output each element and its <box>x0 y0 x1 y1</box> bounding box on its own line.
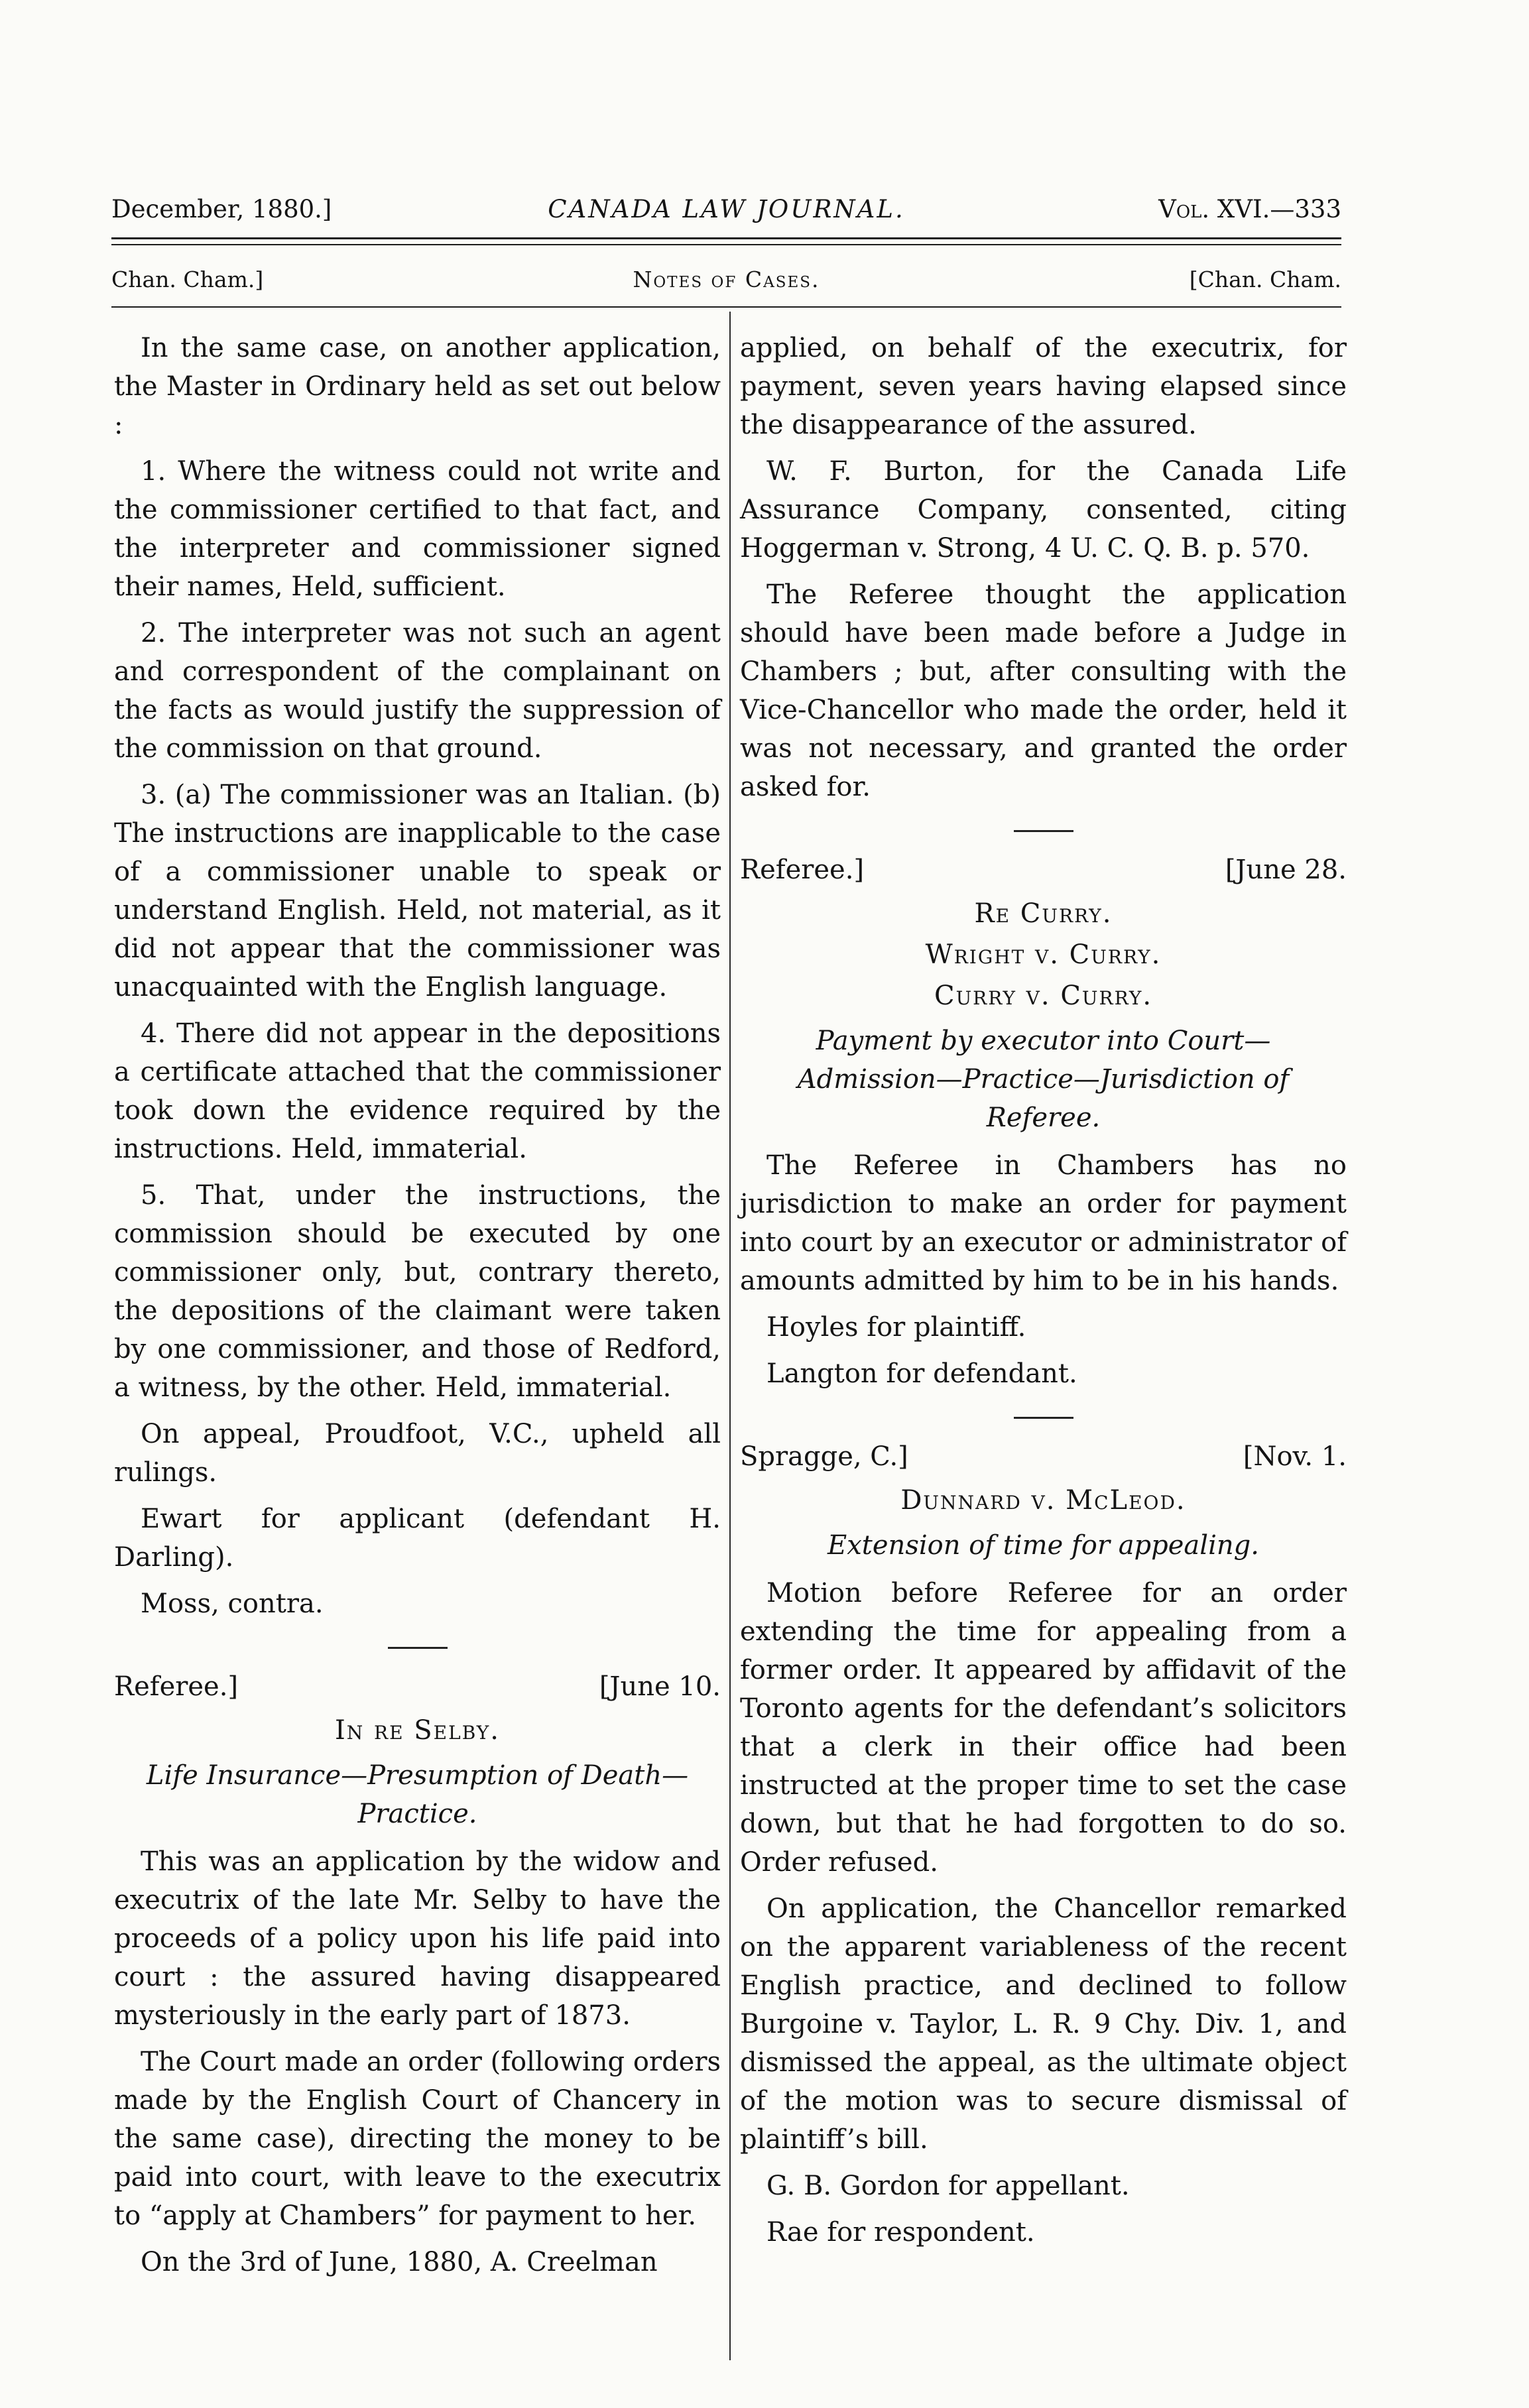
case-headnote: Extension of time for appealing. <box>827 1530 1259 1561</box>
continued-paragraph: applied, on behalf of the executrix, for payment, seven years having elapsed since the disappearance of the assured. <box>740 333 1347 440</box>
case-court: Referee.] <box>740 855 865 885</box>
counsel-line: G. B. Gordon for appellant. <box>766 2171 1130 2201</box>
appeal-paragraph: On appeal, Proudfoot, V.C., upheld all rulings. <box>114 1419 721 1488</box>
case-paragraph: On the 3rd of June, 1880, A. Creelman <box>141 2247 658 2277</box>
case-paragraph: The Court made an order (following orders made by the English Court of Chancery in the same case), directing the money to be paid into court, with leave to the executrix to “apply at Chambers” for payment to her. <box>114 2047 721 2231</box>
case-date: [June 10. <box>599 1671 721 1702</box>
ruling-3: 3. (a) The commissioner was an Italian. (b) The instructions are inapplicable to the case of a commissioner unable to speak or understand English. Held, not material, as it did not appear that the commissioner was unacquainted with the English language. <box>114 780 721 1002</box>
counsel-line: Langton for defendant. <box>766 1358 1077 1389</box>
case-title: In re Selby. <box>335 1715 500 1746</box>
case-title: Re Curry. <box>974 898 1113 929</box>
right-column <box>740 329 1347 2259</box>
case-title: Curry v. Curry. <box>934 981 1153 1011</box>
left-column <box>114 329 721 2289</box>
ruling-4: 4. There did not appear in the depositions a certificate attached that the commissioner took down the evidence required by the instructions. Held, immaterial. <box>114 1018 721 1164</box>
counsel-line: Hoyles for plaintiff. <box>766 1312 1026 1343</box>
court-right: [Chan. Cham. <box>1189 267 1341 292</box>
case-title: Wright v. Curry. <box>925 939 1162 970</box>
case-headnote: Life Insurance—Presumption of Death—Practice. <box>146 1760 689 1829</box>
case-header <box>740 1437 1347 1476</box>
case-separator <box>1014 830 1073 832</box>
case-headnote: Payment by executor into Court—Admission—Practice—Jurisdiction of Referee. <box>797 1026 1290 1133</box>
issue-date: December, 1880.] <box>111 195 332 223</box>
case-paragraph: The Referee in Chambers has no jurisdiction to make an order for payment into court by an executor or administrator of amounts admitted by him to be in his hands. <box>740 1150 1347 1296</box>
case-paragraph: W. F. Burton, for the Canada Life Assurance Company, consented, citing Hoggerman v. Strong, 4 U. C. Q. B. p. 570. <box>740 456 1347 564</box>
intro-paragraph: In the same case, on another application, the Master in Ordinary held as set out below : <box>114 333 721 440</box>
case-title: Dunnard v. McLeod. <box>900 1485 1186 1516</box>
volume-page: Vol. XVI.—333 <box>1158 195 1341 223</box>
case-date: [Nov. 1. <box>1243 1441 1347 1472</box>
journal-title: CANADA LAW JOURNAL. <box>548 195 905 223</box>
case-court: Spragge, C.] <box>740 1441 908 1472</box>
case-header <box>114 1667 721 1706</box>
case-date: [June 28. <box>1225 855 1347 885</box>
case-court: Referee.] <box>114 1671 239 1702</box>
section-rule <box>111 306 1341 308</box>
counsel-line: Moss, contra. <box>141 1589 324 1619</box>
case-paragraph: Motion before Referee for an order extending the time for appealing from a former order. It appeared by affidavit of the Toronto agents for the defendant’s solicitors that a clerk in their office had been instructed at the proper time to set the case down, but that he had forgotten to do so. Order refused. <box>740 1578 1347 1878</box>
header-rule-top <box>111 237 1341 239</box>
counsel-line: Ewart for applicant (defendant H. Darling). <box>114 1504 721 1573</box>
ruling-1: 1. Where the witness could not write and the commissioner certified to that fact, and the interpreter and commissioner signed their names, Held, sufficient. <box>114 456 721 602</box>
case-separator <box>1014 1417 1073 1419</box>
case-header <box>740 851 1347 889</box>
section-title: Notes of Cases. <box>633 267 820 292</box>
case-paragraph: The Referee thought the application should have been made before a Judge in Chambers ; but, after consulting with the Vice-Chancellor who made the order, held it was not necessary, and granted the order asked for. <box>740 579 1347 802</box>
case-paragraph: On application, the Chancellor remarked on the apparent variableness of the recent English practice, and declined to follow Burgoine v. Taylor, L. R. 9 Chy. Div. 1, and dismissed the appeal, as the ultimate object of the motion was to secure dismissal of plaintiff’s bill. <box>740 1894 1347 2155</box>
ruling-5: 5. That, under the instructions, the commission should be executed by one commissioner only, but, contrary thereto, the depositions of the claimant were taken by one commissioner, and those of Redford, a witness, by the other. Held, immaterial. <box>114 1180 721 1403</box>
case-separator <box>388 1647 448 1649</box>
case-paragraph: This was an application by the widow and executrix of the late Mr. Selby to have the proceeds of a policy upon his life paid into court : the assured having disappeared mysteriously in the early part of 1873. <box>114 1846 721 2031</box>
counsel-line: Rae for respondent. <box>766 2217 1035 2248</box>
header-rule-bottom <box>111 244 1341 245</box>
ruling-2: 2. The interpreter was not such an agent and correspondent of the complainant on the facts as would justify the suppression of the commission on that ground. <box>114 618 721 764</box>
court-left: Chan. Cham.] <box>111 267 264 292</box>
column-divider <box>729 312 731 2360</box>
